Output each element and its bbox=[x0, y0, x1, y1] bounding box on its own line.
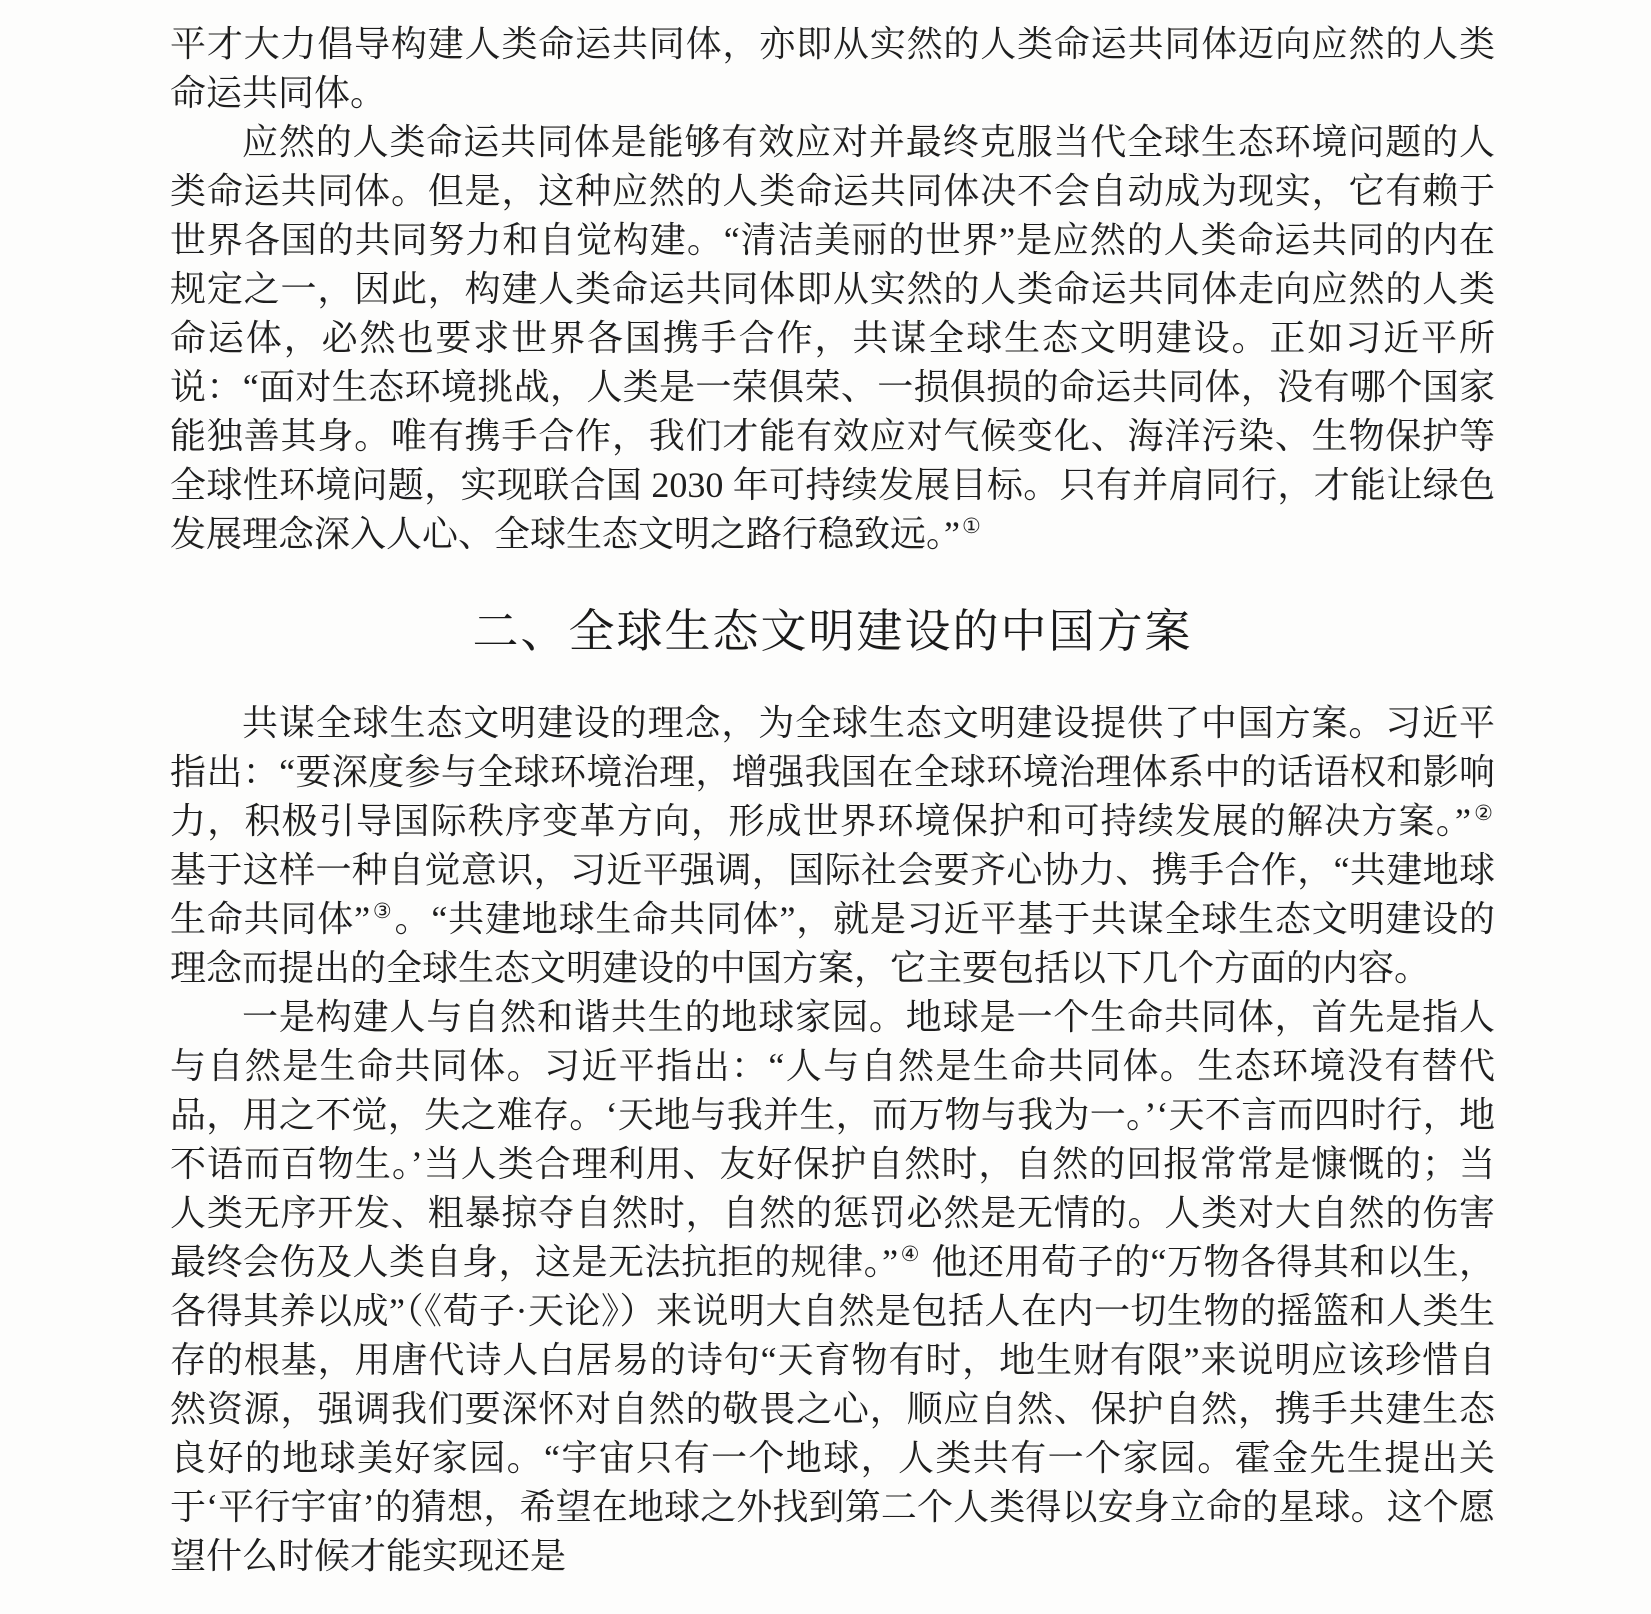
paragraph-text: 平才大力倡导构建人类命运共同体，亦即从实然的人类命运共同体迈向应然的人类命运共同体。 bbox=[170, 24, 1495, 113]
paragraph bbox=[170, 699, 1495, 993]
footnote-ref-3: ③ bbox=[372, 899, 393, 923]
paragraph-text: 应然的人类命运共同体是能够有效应对并最终克服当代全球生态环境问题的人类命运共同体。但是，这种应然的人类命运共同体决不会自动成为现实，它有赖于世界各国的共同努力和自觉构建。“清洁美丽的世界”是应然的人类命运共同的内在规定之一，因此，构建人类命运共同体即从实然的人类命运共同体走向应然的人类命运体，必然也要求世界各国携手合作，共谋全球生态文明建设。正如习近平所说：“面对生态环境挑战，人类是一荣俱荣、一损俱损的命运共同体，没有哪个国家能独善其身。唯有携手合作，我们才能有效应对气候变化、海洋污染、生物保护等全球性环境问题，实现联合国 2030 年可持续发展目标。只有并肩同行，才能让绿色发展理念深入人心、全球生态文明之路行稳致远。” bbox=[170, 122, 1495, 554]
paragraph-text: 。“共建地球生命共同体”，就是习近平基于共谋全球生态文明建设的理念而提出的全球生态文明建设的中国方案，它主要包括以下几个方面的内容。 bbox=[170, 899, 1495, 988]
paragraph-text: 基于这样一种自觉意识，习近平强调，国际社会要齐心协力、携手合作，“共建地球生命共同体” bbox=[170, 850, 1495, 939]
paragraph-text: 一是构建人与自然和谐共生的地球家园。地球是一个生命共同体，首先是指人与自然是生命共同体。习近平指出：“人与自然是生命共同体。生态环境没有替代品，用之不觉，失之难存。‘天地与我并生，而万物与我为一。’‘天不言而四时行，地不语而百物生。’当人类合理利用、友好保护自然时，自然的回报常常是慷慨的；当人类无序开发、粗暴掠夺自然时，自然的惩罚必然是无情的。人类对大自然的伤害最终会伤及人类自身，这是无法抗拒的规律。” bbox=[170, 997, 1495, 1282]
paragraph bbox=[170, 993, 1495, 1581]
paragraph bbox=[170, 118, 1495, 559]
footnote-ref-1: ① bbox=[961, 514, 981, 538]
footnote-ref-2: ② bbox=[1472, 801, 1494, 825]
paragraph-continuation bbox=[170, 20, 1495, 118]
paragraph-text: 他还用荀子的“万物各得其和以生，各得其养以成”（《荀子·天论》）来说明大自然是包括人在内一切生物的摇篮和人类生存的根基，用唐代诗人白居易的诗句“天育物有时，地生财有限”来说明应该珍惜自然资源，强调我们要深怀对自然的敬畏之心，顺应自然、保护自然，携手共建生态良好的地球美好家园。“宇宙只有一个地球，人类共有一个家园。霍金先生提出关于‘平行宇宙’的猜想，希望在地球之外找到第二个人类得以安身立命的星球。这个愿望什么时候才能实现还是 bbox=[170, 1242, 1496, 1576]
footnote-ref-4: ④ bbox=[900, 1242, 920, 1266]
section-heading: 二、全球生态文明建设的中国方案 bbox=[472, 606, 1193, 657]
paragraph-text: 共谋全球生态文明建设的理念，为全球生态文明建设提供了中国方案。习近平指出：“要深度参与全球环境治理，增强我国在全球环境治理体系中的话语权和影响力，积极引导国际秩序变革方向，形成世界环境保护和可持续发展的解决方案。” bbox=[170, 703, 1495, 841]
